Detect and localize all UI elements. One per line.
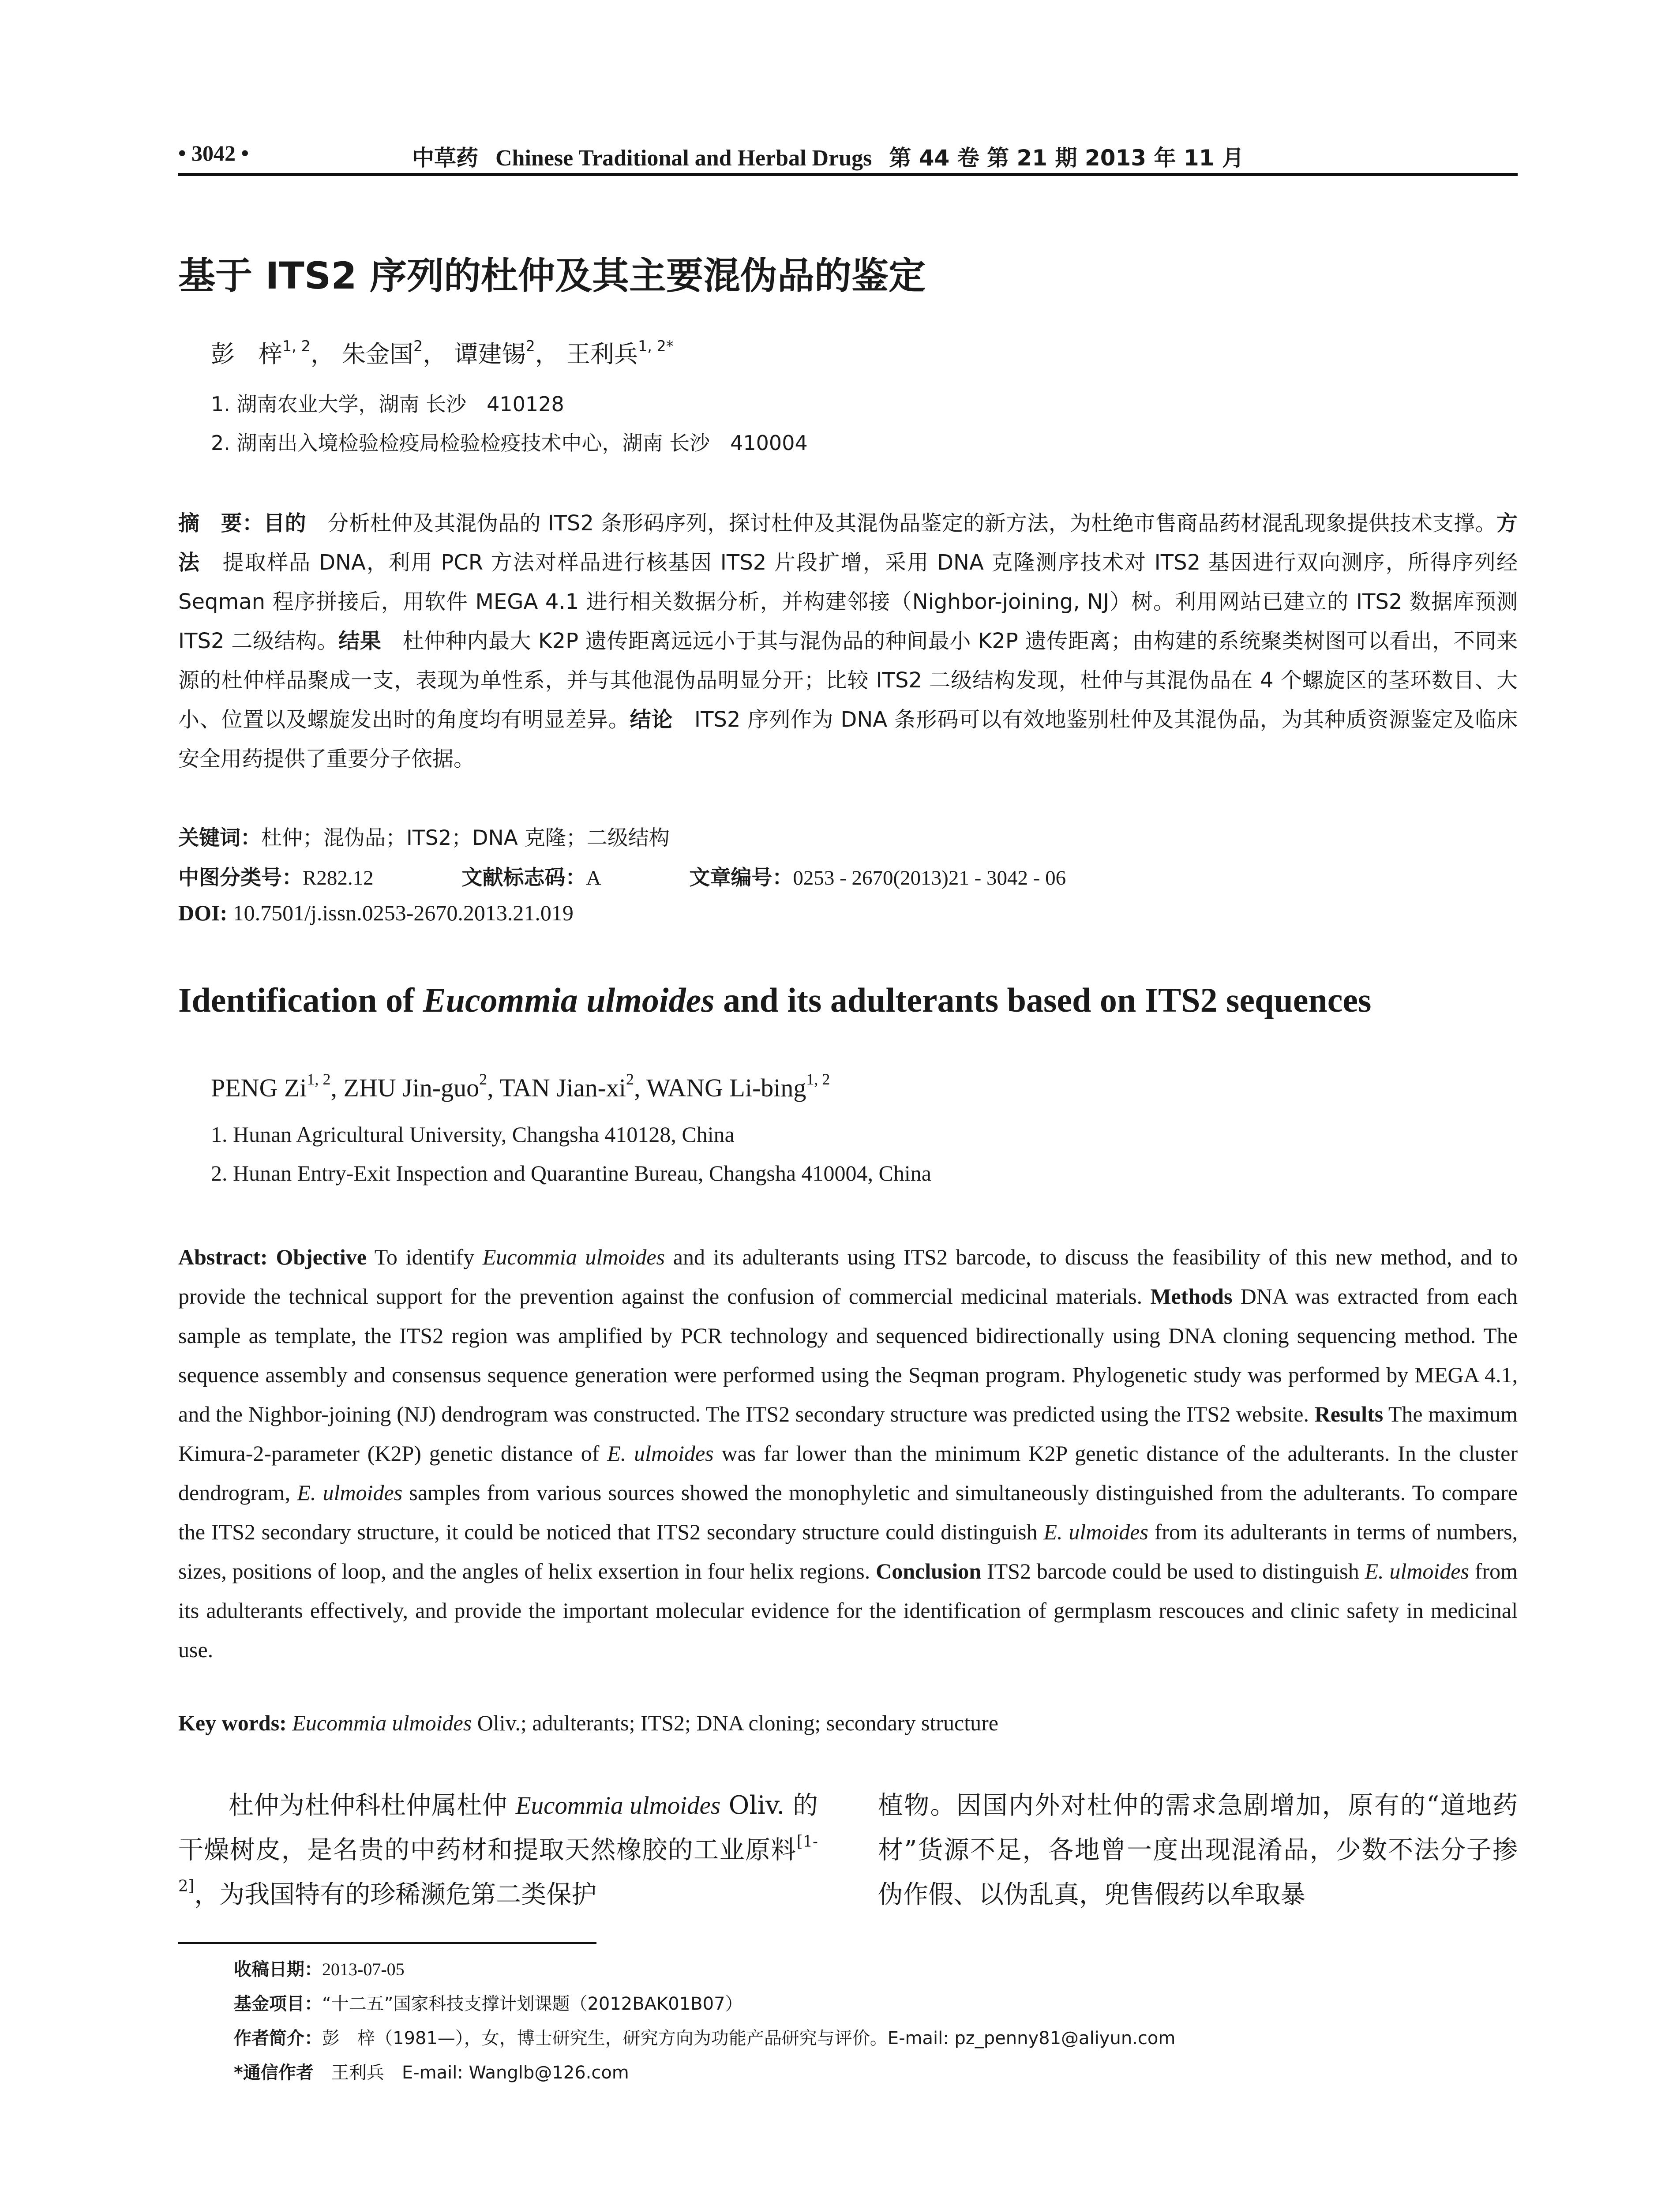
- cn-affiliation: 1. 湖南农业大学，湖南 长沙 410128: [211, 392, 564, 416]
- clc-label: 中图分类号：: [178, 866, 303, 890]
- author-name: WANG Li-bing: [646, 1073, 806, 1102]
- journal-issue: 第 44 卷 第 21 期 2013 年 11 月: [889, 145, 1244, 171]
- keywords-text: 杜仲；混伪品；ITS2；DNA 克隆；二级结构: [261, 826, 670, 850]
- footnote-funding: 基金项目：“十二五”国家科技支撑计划课题（2012BAK01B07）: [234, 1994, 743, 2014]
- author-name: 朱金国: [342, 340, 414, 368]
- running-header: [178, 140, 1518, 176]
- author-name: 谭建锡: [454, 340, 526, 368]
- results-label: Results: [1314, 1402, 1384, 1426]
- cn-keywords: [178, 822, 670, 851]
- author-aff: 1, 2: [806, 1070, 830, 1088]
- citation: [1-2]: [178, 1832, 818, 1895]
- conclusion-label: 结论: [630, 707, 673, 732]
- cn-authors: 彭 梓$^{1, 2}$， 朱金国$^2$， 谭建锡$^2$， 王利兵$^{1, 2*}$: [211, 337, 674, 368]
- author-aff: 2: [413, 337, 423, 355]
- author-name: PENG Zi: [211, 1073, 307, 1102]
- methods-text: 提取样品 DNA，利用 PCR 方法对样品进行核基因 ITS2 片段扩增，采用 DNA 克隆测序技术对 ITS2 基因进行双向测序，所得序列经 Seqman 程序拼接后，用软件 MEGA 4.1 进行相关数据分析，并构建邻接（Nighbor-joining, NJ）树。利用网站已建立的 ITS2 数据库预测 ITS2 二级结构。: [178, 550, 1518, 653]
- results-text: 杜仲种内最大 K2P 遗传距离远远小于其与混伪品的种间最小 K2P 遗传距离；由构建的系统聚类树图可以看出，不同来源的杜仲样品聚成一支，表现为单性系，并与其他混伪品明显分开；比较 ITS2 二级结构发现，杜仲与其混伪品在 4 个螺旋区的茎环数目、大小、位置以及螺旋发出时的角度均有明显差异。: [178, 629, 1518, 732]
- objective-label: 目的: [263, 511, 307, 536]
- objective-text: 分析杜仲及其混伪品的 ITS2 条形码序列，探讨杜仲及其混伪品鉴定的新方法，为杜绝市售商品药材混乱现象提供技术支撑。: [306, 511, 1496, 536]
- author-aff: 2: [626, 1070, 634, 1088]
- footnote-rule: [178, 1942, 596, 1944]
- cn-abstract: [178, 504, 1518, 779]
- author-aff: 2: [525, 337, 535, 355]
- body-column-right: 植物。因国内外对杜仲的需求急剧增加，原有的“道地药材”货源不足，各地曾一度出现混淆品，少数不法分子掺伪作假、以伪乱真，兜售假药以牟取暴: [878, 1791, 1518, 1909]
- abstract-label: Abstract: Objective: [178, 1245, 367, 1269]
- en-affiliation: 2. Hunan Entry-Exit Inspection and Quarantine Bureau, Changsha 410004, China: [211, 1161, 931, 1186]
- footnote-received: 收稿日期：2013-07-05: [234, 1959, 405, 1980]
- doi-value: 10.7501/j.issn.0253-2670.2013.21.019: [232, 900, 574, 925]
- doi-line: [178, 900, 574, 926]
- author-aff: 1, 2*: [638, 337, 674, 355]
- author-name: 彭 梓: [211, 340, 282, 368]
- conclusion-text: ITS2 序列作为 DNA 条形码可以有效地鉴别杜仲及其混伪品，为其种质资源鉴定及临床安全用药提供了重要分子依据。: [178, 707, 1518, 771]
- body-column-left: 杜仲为杜仲科杜仲属杜仲 Eucommia ulmoides Oliv. 的干燥树皮，是名贵的中药材和提取天然橡胶的工业原料[1-2]，为我国特有的珍稀濒危第二类保护: [178, 1791, 818, 1909]
- journal-name-en: Chinese Traditional and Herbal Drugs: [495, 146, 872, 171]
- footnote-author-bio: 作者简介：彭 梓（1981—），女，博士研究生，研究方向为功能产品研究与评价。E-mail: pz_penny81@aliyun.com: [234, 2028, 1176, 2048]
- en-keywords: Key words: Eucommia ulmoides Oliv.; adulterants; ITS2; DNA cloning; secondary structure: [178, 1711, 998, 1735]
- journal-name-cn: 中草药: [412, 145, 478, 171]
- methods-label: 方法: [178, 511, 1518, 575]
- en-title: Identification of Eucommia ulmoides and its adulterants based on ITS2 sequences: [178, 981, 1372, 1019]
- article-no-label: 文章编号：: [689, 866, 793, 890]
- author-name: 王利兵: [566, 340, 638, 368]
- cn-affiliation: 2. 湖南出入境检验检疫局检验检疫技术中心，湖南 长沙 410004: [211, 431, 808, 455]
- author-aff: 2: [479, 1070, 488, 1088]
- doi-label: DOI:: [178, 900, 228, 925]
- journal-line: [412, 140, 1244, 172]
- abstract-label: 摘 要：: [178, 511, 264, 536]
- en-abstract: Abstract: Objective To identify Eucommia ulmoides and its adulterants using ITS2 barcode, to discuss the feasibility of this new method, and to provide the technical support for the prevention against the confusion of commercial medicinal materials. Methods DNA was extracted from each sample as template, the ITS2 region was amplified by PCR technology and sequenced bidirectionally using DNA cloning sequencing method. The sequence assembly and consensus sequence generation were performed using the Seqman program. Phylogenetic study was performed by MEGA 4.1, and the Nighbor-joining (NJ) dendrogram was constructed. The ITS2 secondary structure was predicted using the ITS2 website. Results The maximum Kimura-2-parameter (K2P) genetic distance of E. ulmoides was far lower than the minimum K2P genetic distance of the adulterants. In the cluster dendrogram, E. ulmoides samples from various sources showed the monophyletic and simultaneously distinguished from the adulterants. To compare the ITS2 secondary structure, it could be noticed that ITS2 secondary structure could distinguish E. ulmoides from its adulterants in terms of numbers, sizes, positions of loop, and the angles of helix exsertion in four helix regions. Conclusion ITS2 barcode could be used to distinguish E. ulmoides from its adulterants effectively, and provide the important molecular evidence for the identification of germplasm rescouces and clinic safety in medicinal use.: [178, 1245, 1518, 1662]
- methods-label: Methods: [1150, 1284, 1233, 1309]
- header-rule: [178, 173, 1518, 176]
- conclusion-label: Conclusion: [876, 1559, 982, 1583]
- clc-value: R282.12: [303, 867, 374, 889]
- author-name: TAN Jian-xi: [499, 1073, 626, 1102]
- keywords-label: Key words:: [178, 1711, 287, 1735]
- doccode-value: A: [586, 867, 601, 889]
- en-authors: PENG Zi$^{1, 2}$, ZHU Jin-guo$^2$, TAN Jian-$xi^2$, WANG Li-bing$^{1, 2}$: [211, 1070, 830, 1102]
- author-aff: 1, 2: [282, 337, 311, 355]
- cn-classification: [178, 861, 1066, 891]
- doccode-label: 文献标志码：: [461, 866, 586, 890]
- author-aff: 1, 2: [307, 1070, 331, 1088]
- footnote-corresponding: *通信作者 王利兵 E-mail: Wanglb@126.com: [234, 2063, 629, 2083]
- page-number: • 3042 •: [178, 141, 249, 165]
- article-no-value: 0253 - 2670(2013)21 - 3042 - 06: [793, 867, 1066, 889]
- en-affiliation: 1. Hunan Agricultural University, Changsha 410128, China: [211, 1122, 735, 1147]
- results-label: 结果: [338, 629, 382, 653]
- keywords-label: 关键词：: [178, 826, 261, 850]
- author-name: ZHU Jin-guo: [343, 1073, 480, 1102]
- cn-title: 基于 ITS2 序列的杜仲及其主要混伪品的鉴定: [178, 254, 926, 297]
